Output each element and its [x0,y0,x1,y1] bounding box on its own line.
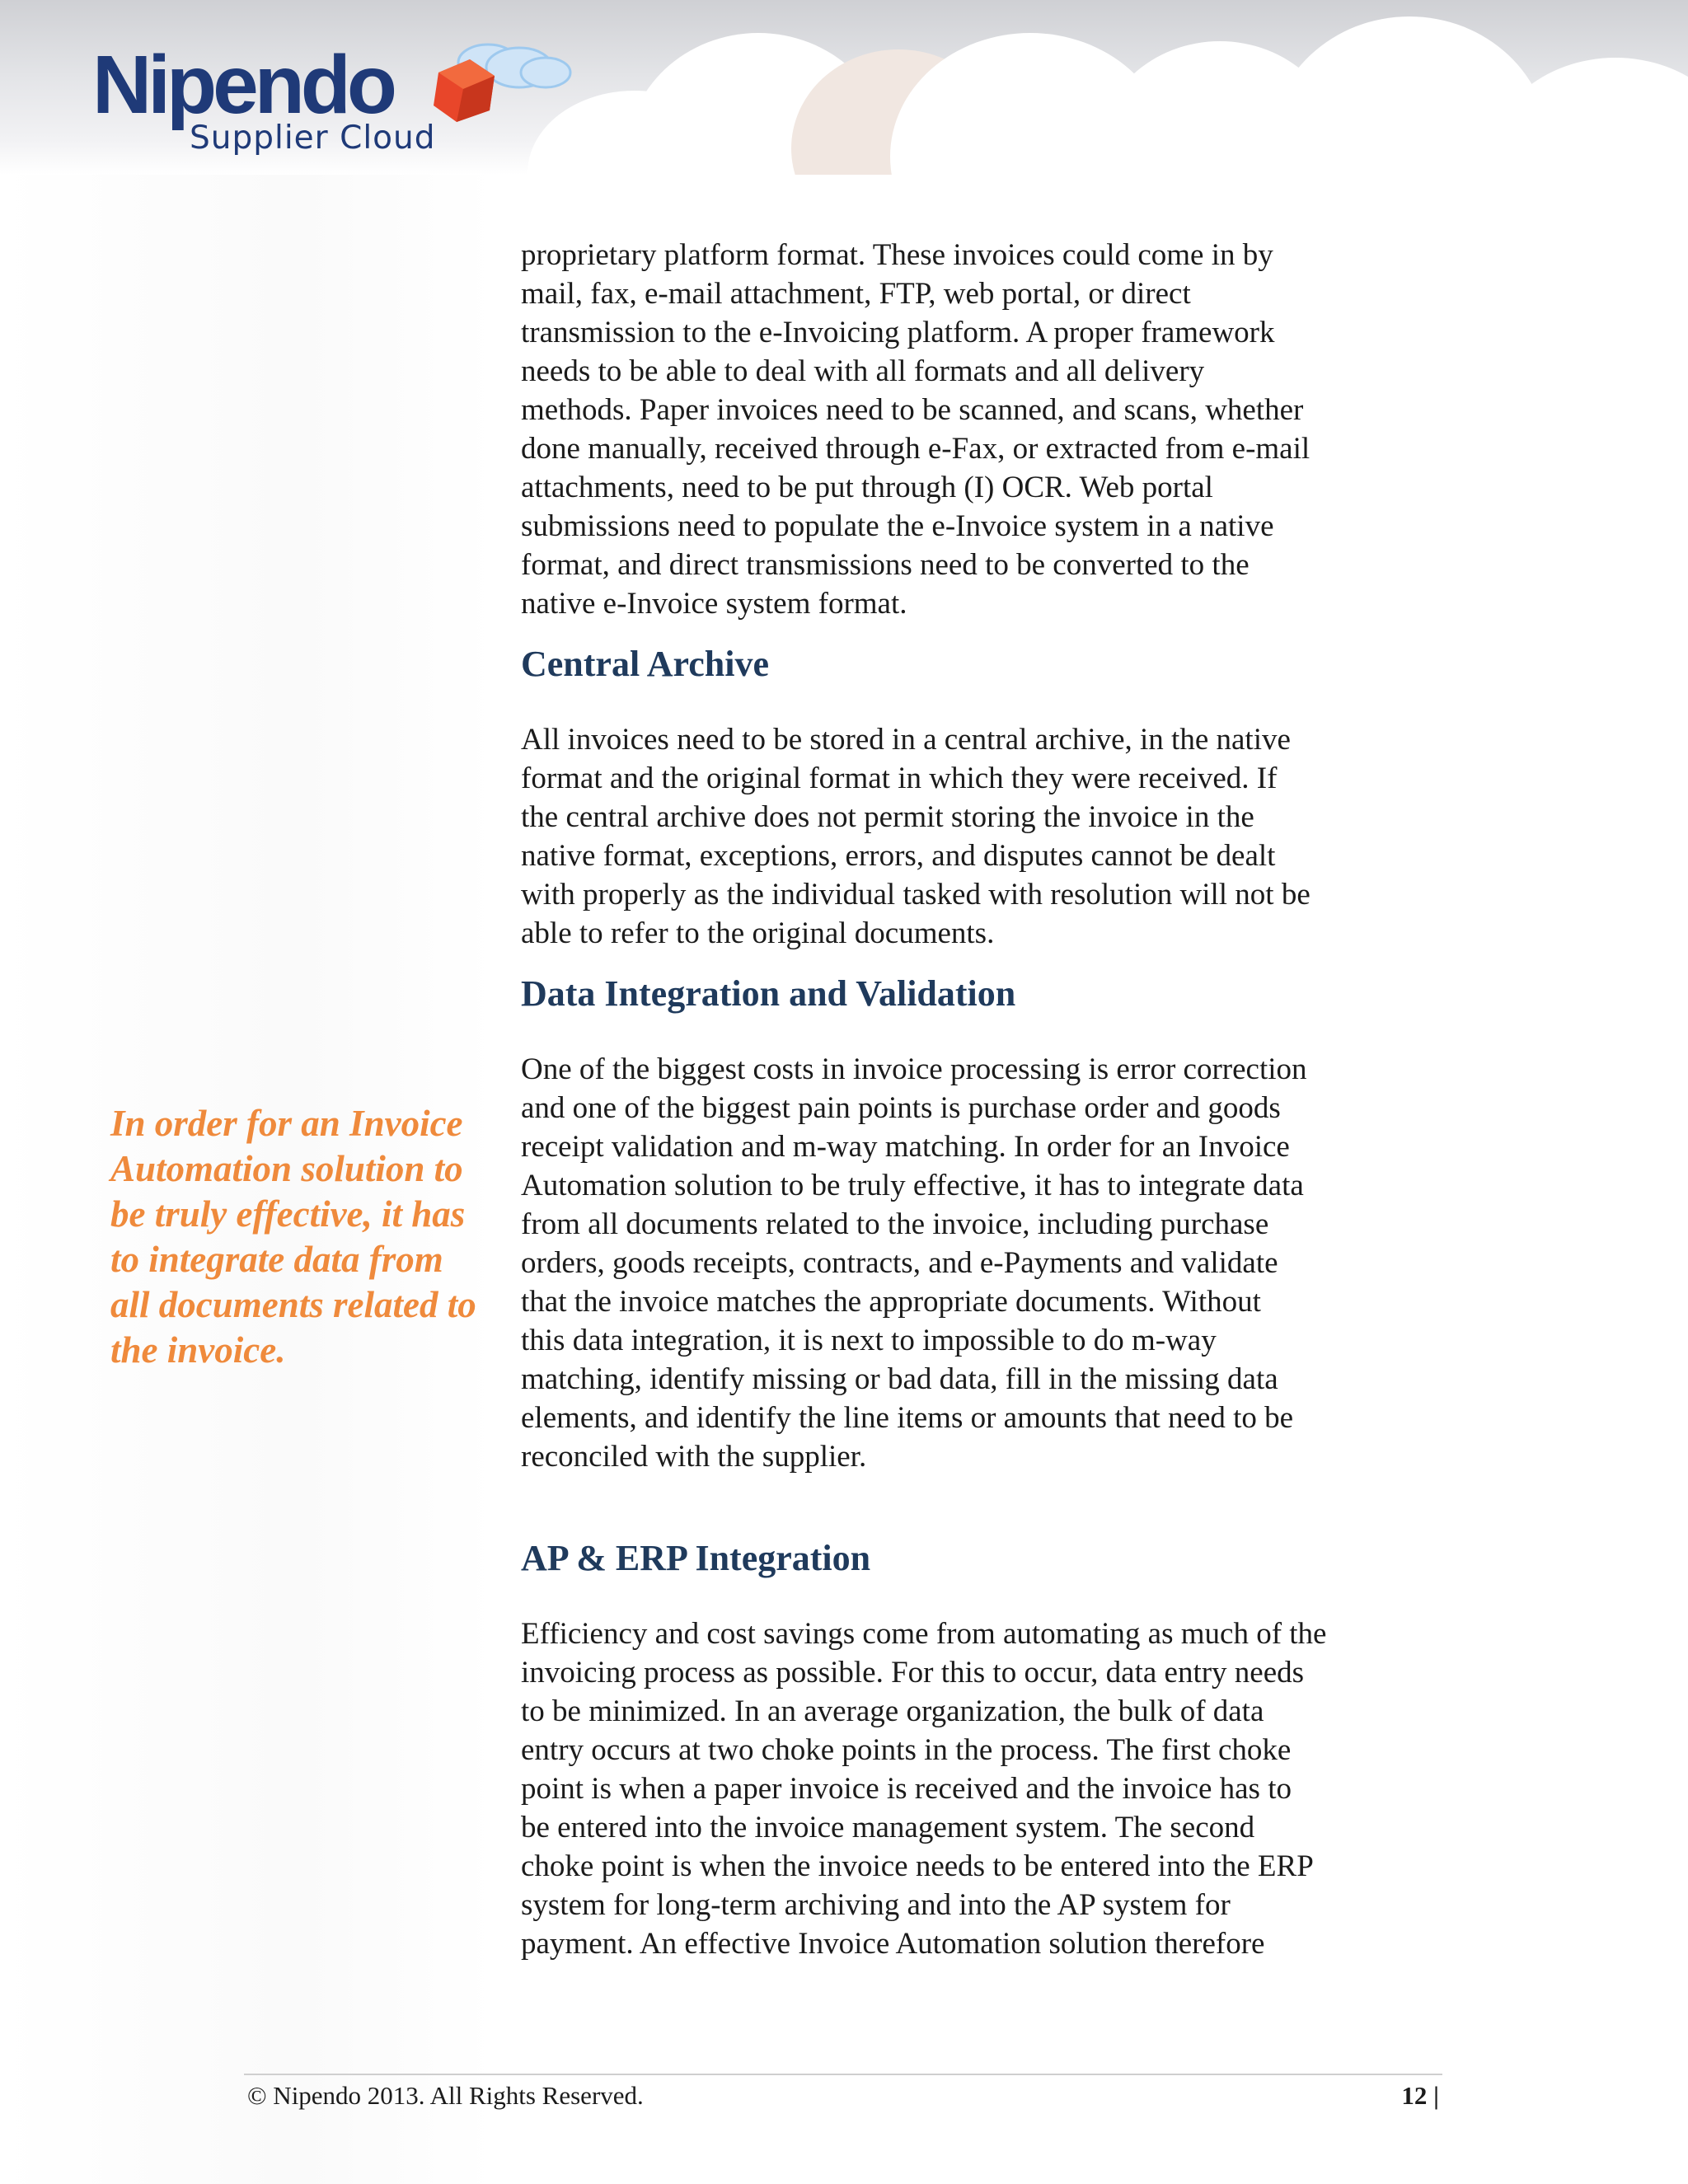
data-integration-paragraph [521,1050,1444,1476]
text-line: point is when a paper invoice is received and the invoice has to [521,1772,1292,1806]
text-line: with properly as the individual tasked with resolution will not be [521,878,1311,912]
text-line: Automation solution to be truly effective, it has to integrate data [521,1169,1304,1202]
main-content [521,236,1444,1963]
text-line: to be minimized. In an average organization, the bulk of data [521,1694,1264,1728]
logo-cube-cloud-icon [422,40,587,130]
logo-wordmark: Nipendo [92,39,393,131]
text-line: attachments, need to be put through (I) OCR. Web portal [521,471,1213,504]
intro-paragraph [521,236,1444,623]
text-line: invoicing process as possible. For this to occur, data entry needs [521,1656,1305,1690]
text-line: able to refer to the original documents. [521,916,995,950]
text-line: All invoices need to be stored in a central archive, in the native [521,723,1291,757]
footer-page-number: 12 | [1401,2081,1439,2110]
text-line: mail, fax, e-mail attachment, FTP, web portal, or direct [521,277,1191,311]
text-line: entry occurs at two choke points in the process. The first choke [521,1733,1292,1767]
text-line: this data integration, it is next to impossible to do m-way [521,1324,1217,1357]
text-line: and one of the biggest pain points is purchase order and goods [521,1091,1281,1125]
page-header [0,0,1688,175]
text-line: format and the original format in which they were received. If [521,762,1278,795]
section-heading-ap-erp-integration: AP & ERP Integration [521,1538,871,1578]
section-heading-central-archive: Central Archive [521,644,770,684]
footer-copyright: © Nipendo 2013. All Rights Reserved. [247,2081,644,2110]
nipendo-logo [92,40,587,163]
text-line: matching, identify missing or bad data, fill in the missing data [521,1362,1278,1396]
text-line: elements, and identify the line items or amounts that need to be [521,1401,1294,1435]
text-line: that the invoice matches the appropriate documents. Without [521,1285,1261,1319]
text-line: reconciled with the supplier. [521,1440,867,1474]
text-line: transmission to the e-Invoicing platform. A proper framework [521,316,1275,349]
text-line: from all documents related to the invoice, including purchase [521,1207,1269,1241]
text-line: receipt validation and m-way matching. In order for an Invoice [521,1130,1290,1164]
logo-tagline: Supplier Cloud [190,120,436,157]
text-line: needs to be able to deal with all formats and all delivery [521,354,1205,388]
text-line: One of the biggest costs in invoice processing is error correction [521,1052,1307,1086]
text-line: be entered into the invoice management system. The second [521,1811,1255,1844]
text-line: methods. Paper invoices need to be scanned, and scans, whether [521,393,1304,427]
text-line: the central archive does not permit storing the invoice in the [521,800,1254,834]
text-line: Efficiency and cost savings come from automating as much of the [521,1617,1327,1651]
text-line: choke point is when the invoice needs to be entered into the ERP [521,1849,1314,1883]
text-line: native e-Invoice system format. [521,587,907,621]
text-line: done manually, received through e-Fax, or extracted from e-mail [521,432,1311,466]
text-line: submissions need to populate the e-Invoice system in a native [521,509,1274,543]
footer-divider [244,2074,1442,2075]
text-line: payment. An effective Invoice Automation solution therefore [521,1927,1265,1961]
section-heading-data-integration: Data Integration and Validation [521,973,1016,1014]
text-line: orders, goods receipts, contracts, and e-Payments and validate [521,1246,1278,1280]
text-line: format, and direct transmissions need to be converted to the [521,548,1250,582]
central-archive-paragraph [521,720,1444,953]
text-line: native format, exceptions, errors, and disputes cannot be dealt [521,839,1276,873]
pullquote: In order for an Invoice Automation solution to be truly effective, it has to integrate data from all documents related to the invoice. [110,1103,476,1371]
ap-erp-paragraph [521,1615,1444,1963]
text-line: system for long-term archiving and into the AP system for [521,1888,1231,1922]
text-line: proprietary platform format. These invoices could come in by [521,238,1273,272]
